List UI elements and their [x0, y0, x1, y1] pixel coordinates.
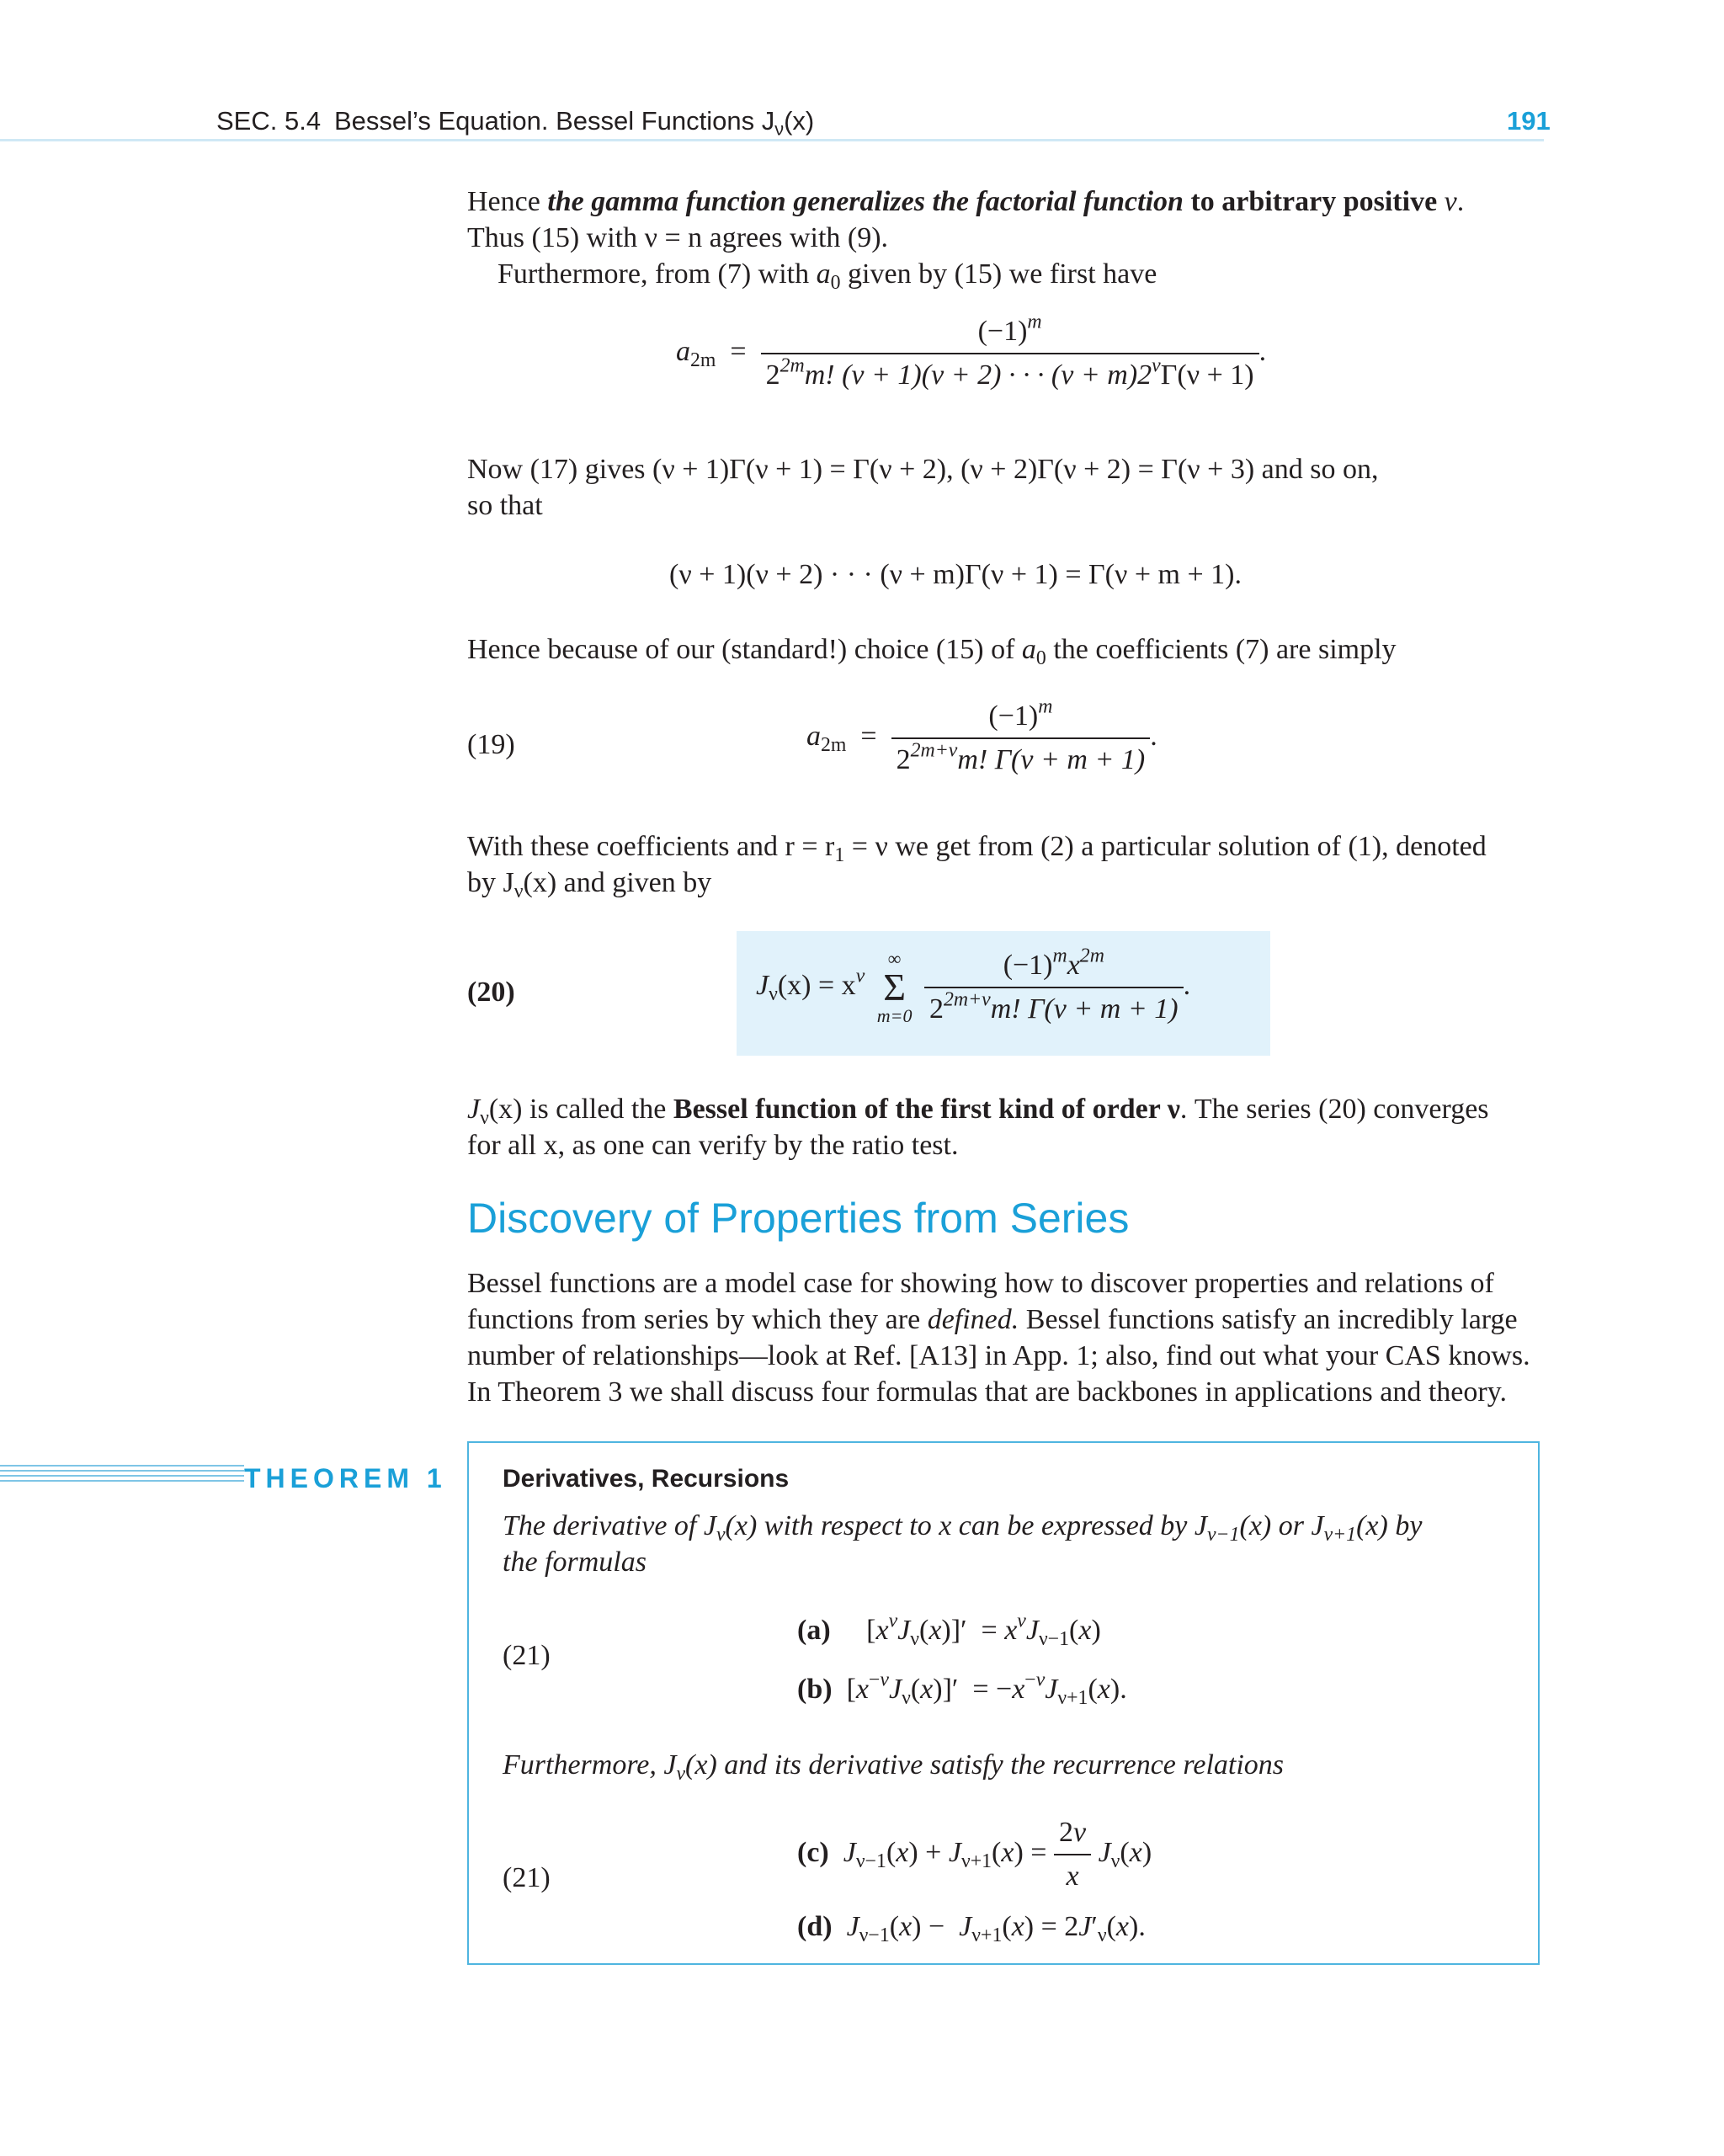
equation-a2m-general: $a_{2m}$ = $\frac{(-1)^m}{2^{2m}m! (\nu + 1)(\nu + 2) \cdot \cdot \cdot (\nu + m)2^\nu\Gamma(\nu + 1)}$ .	[676, 311, 1267, 391]
with-line-1: With these coefficients and $r = r_1 = \nu$ we get from (2) a particular solution of (1), denoted	[467, 831, 1487, 867]
fraction-20: $\frac{(-1)^mx^{2m}}{2^{2m+\nu}m! \Gamma(\nu + m + 1)}$	[924, 950, 1184, 1025]
discovery-paragraph	[467, 1265, 1543, 1410]
eq21-number-ab: (21)	[503, 1640, 551, 1671]
fraction-a2m: $\frac{(-1)^m}{2^{2m}m! (\nu + 1)(\nu + 2) \cdot \cdot \cdot (\nu + m)2^\nu\Gamma(\nu + 1)}$	[761, 316, 1259, 391]
theorem-label: THEOREM 1	[244, 1463, 447, 1493]
eq19-number: (19)	[467, 729, 515, 760]
eq21d: (d) $J_{\nu-1}(x) - J_{\nu+1}(x) = 2J'_\nu(x)$.	[797, 1911, 1146, 1947]
intro-paragraph	[467, 184, 1543, 295]
summation: ∞ Σ m=0	[876, 948, 913, 1026]
intro-line-1: Hence the gamma function generalizes the factorial function to arbitrary positive ν.	[467, 186, 1465, 217]
equation-19: $a_{2m}$ = $\frac{(-1)^m}{2^{2m+\nu}m! \Gamma(\nu + m + 1)}$ .	[806, 695, 1157, 775]
theorem-title: Derivatives, Recursions	[503, 1465, 790, 1493]
discovery-line-4: In Theorem 3 we shall discuss four formulas that are backbones in applications and theory.	[467, 1376, 1507, 1408]
eq20-number: (20)	[467, 977, 515, 1008]
called-line-1: $J_\nu(x)$ is called the Bessel function of the first kind of order ν. The series (20) converges	[467, 1094, 1489, 1130]
theorem-further: Furthermore, $J_\nu(x)$ and its derivative satisfy the recurrence relations	[503, 1749, 1285, 1786]
running-title-sub: ν	[774, 118, 785, 140]
with-coefficients-paragraph	[467, 828, 1543, 901]
now17-line-1: Now (17) gives (ν + 1)Γ(ν + 1) = Γ(ν + 2), (ν + 2)Γ(ν + 2) = Γ(ν + 3) and so on,	[467, 454, 1379, 485]
running-title-text: Bessel’s Equation. Bessel Functions J	[334, 106, 775, 136]
discovery-line-3: number of relationships—look at Ref. [A13] in App. 1; also, find out what your CAS knows.	[467, 1340, 1530, 1371]
called-line-2: for all x, as one can verify by the ratio test.	[467, 1130, 959, 1161]
eq21b: (b) $[x^{-\nu}J_\nu(x)]' = -x^{-\nu}J_{\nu+1}(x)$.	[797, 1669, 1127, 1710]
header-rule	[0, 139, 1544, 141]
hence2-line: Hence because of our (standard!) choice (15) of $a_0$ the coefficients (7) are simply	[467, 634, 1397, 670]
theorem-statement-line-2: the formulas	[503, 1546, 646, 1578]
theorem-statement	[503, 1508, 1513, 1580]
running-title-end: (x)	[784, 106, 815, 136]
page-number: 191	[1507, 106, 1551, 136]
now17-paragraph	[467, 451, 1543, 524]
called-paragraph	[467, 1091, 1543, 1163]
discovery-line-2: functions from series by which they are defined. Bessel functions satisfy an incredibly large	[467, 1304, 1518, 1335]
now17-line-2: so that	[467, 490, 543, 521]
eq21a: (a) $[x^\nu J_\nu(x)]' = x^\nu J_{\nu-1}(x)$	[797, 1610, 1101, 1651]
with-line-2: by $J_\nu(x)$ and given by	[467, 867, 712, 903]
intro-line-2: Thus (15) with ν = n agrees with (9).	[467, 222, 889, 253]
hence2-paragraph	[467, 631, 1543, 668]
eq21-number-cd: (21)	[503, 1862, 551, 1893]
equation-20: $J_\nu(x) = x^\nu$ ∞ Σ m=0 $\frac{(-1)^mx^{2m}}{2^{2m+\nu}m! \Gamma(\nu + m + 1)}$ .	[756, 945, 1191, 1026]
discovery-line-1: Bessel functions are a model case for showing how to discover properties and relations of	[467, 1268, 1494, 1299]
running-title	[334, 106, 815, 140]
theorem-statement-line-1: The derivative of $J_\nu(x)$ with respect to x can be expressed by $J_{\nu-1}(x)$ or $J_{\nu+1}(x)$ by	[503, 1510, 1423, 1546]
section-heading: Discovery of Properties from Series	[467, 1195, 1130, 1242]
equation-product: (ν + 1)(ν + 2) · · · (ν + m)Γ(ν + 1) = Γ(ν + m + 1).	[669, 559, 1242, 590]
intro-line-3: Furthermore, from (7) with $a_0$ given by (15) we first have	[498, 258, 1157, 295]
fraction-19: $\frac{(-1)^m}{2^{2m+\nu}m! \Gamma(\nu + m + 1)}$	[891, 700, 1151, 776]
section-number: SEC. 5.4	[216, 106, 322, 136]
eq21c: (c) $J_{\nu-1}(x) + J_{\nu+1}(x)$ = $\frac{2\nu}{x}$ $J_\nu(x)$	[797, 1817, 1152, 1892]
